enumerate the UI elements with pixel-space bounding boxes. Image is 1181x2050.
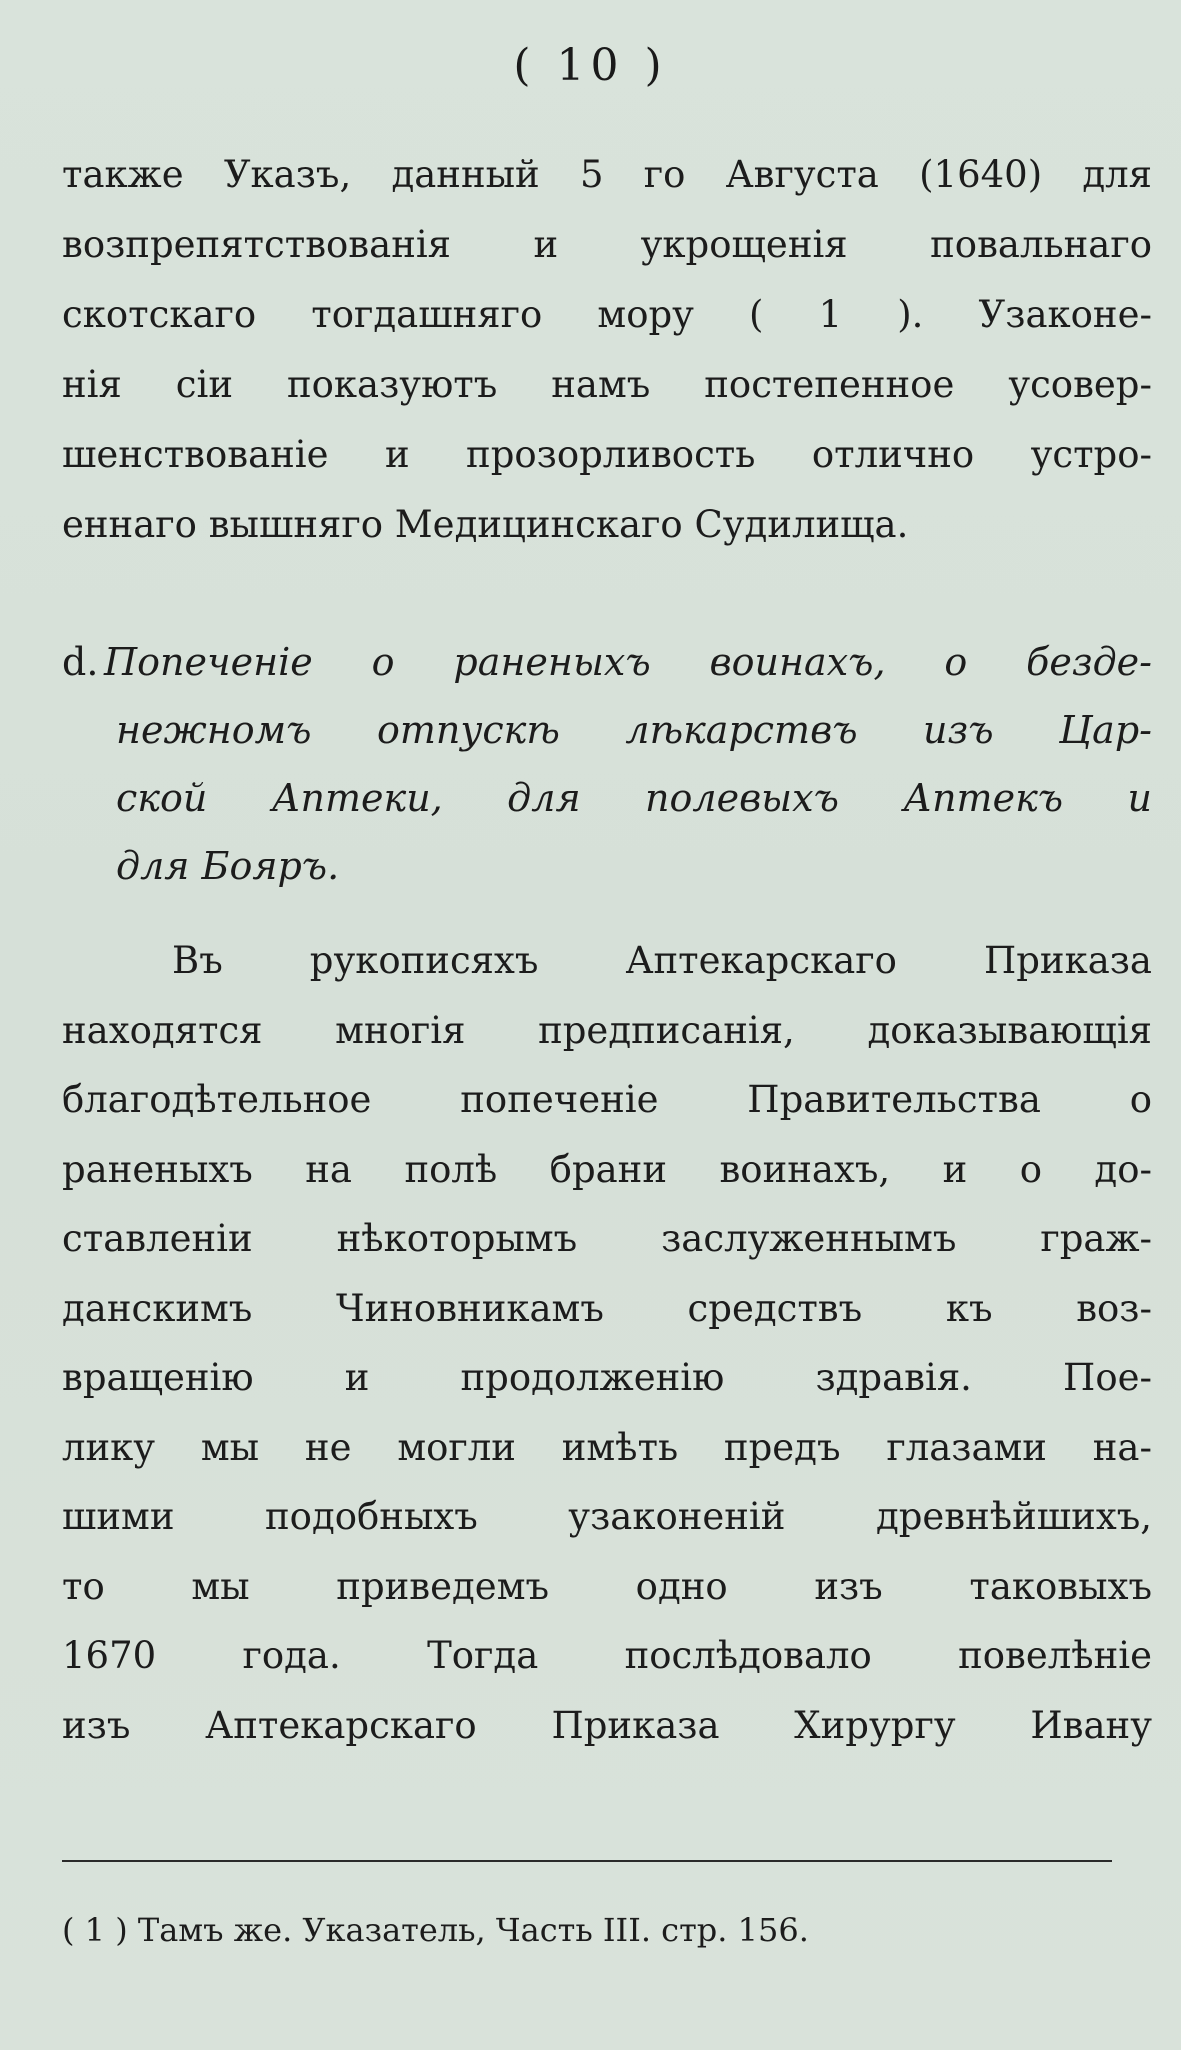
section-heading-first-line xyxy=(62,628,1152,696)
section-heading xyxy=(62,628,1152,900)
text-line: Въ рукописяхъ Аптекарскаго Приказа xyxy=(172,939,1152,982)
text-line: данскимъ Чиновникамъ средствъ къ воз- xyxy=(62,1286,1152,1330)
text-line: находятся многія предписанія, доказывающія xyxy=(62,1008,1152,1052)
text-line: шими подобныхъ узаконеній древнѣйшихъ, xyxy=(62,1495,1152,1538)
text-line: вращенію и продолженію здравія. Пое- xyxy=(62,1356,1152,1399)
footnote-divider xyxy=(62,1860,1112,1862)
text-line: то мы приведемъ одно изъ таковыхъ xyxy=(62,1564,1152,1608)
text-line: для Бояръ. xyxy=(116,844,340,888)
text-line: нія сіи показуютъ намъ постепенное усовер- xyxy=(62,363,1152,406)
paragraph-2 xyxy=(62,926,1152,1760)
footnote: ( 1 ) Тамъ же. Указатель, Часть III. стр. 156. xyxy=(62,1911,809,1949)
text-line: 1670 года. Тогда послѣдовало повелѣніе xyxy=(62,1634,1152,1677)
text-line: ставленіи нѣкоторымъ заслуженнымъ граж- xyxy=(62,1217,1152,1260)
text-line: изъ Аптекарскаго Приказа Хирургу Ивану xyxy=(62,1703,1152,1747)
section-marker: d. xyxy=(62,640,99,684)
text-line: возпрепятствованія и укрощенія повальнаго xyxy=(62,223,1152,266)
text-line: благодѣтельное попеченіе Правительства о xyxy=(62,1078,1152,1121)
text-line: также Указъ, данный 5 го Августа (1640) для xyxy=(62,153,1152,196)
text-line: Попеченіе о раненыхъ воинахъ, о безде- xyxy=(104,640,1152,684)
text-line: скотскаго тогдашняго мору ( 1 ). Узаконе- xyxy=(62,293,1152,336)
text-line: ской Аптеки, для полевыхъ Аптекъ и xyxy=(116,776,1152,820)
text-line: нежномъ отпускѣ лѣкарствъ изъ Цар- xyxy=(116,708,1152,752)
text-line: еннаго вышняго Медицинскаго Судилища. xyxy=(62,503,909,546)
text-line: раненыхъ на полѣ брани воинахъ, и о до- xyxy=(62,1147,1152,1191)
text-line: лику мы не могли имѣть предъ глазами на- xyxy=(62,1425,1152,1469)
page-number: ( 10 ) xyxy=(513,40,668,91)
text-line: шенствованіе и прозорливость отлично устро- xyxy=(62,433,1152,476)
paragraph-1 xyxy=(62,140,1152,560)
